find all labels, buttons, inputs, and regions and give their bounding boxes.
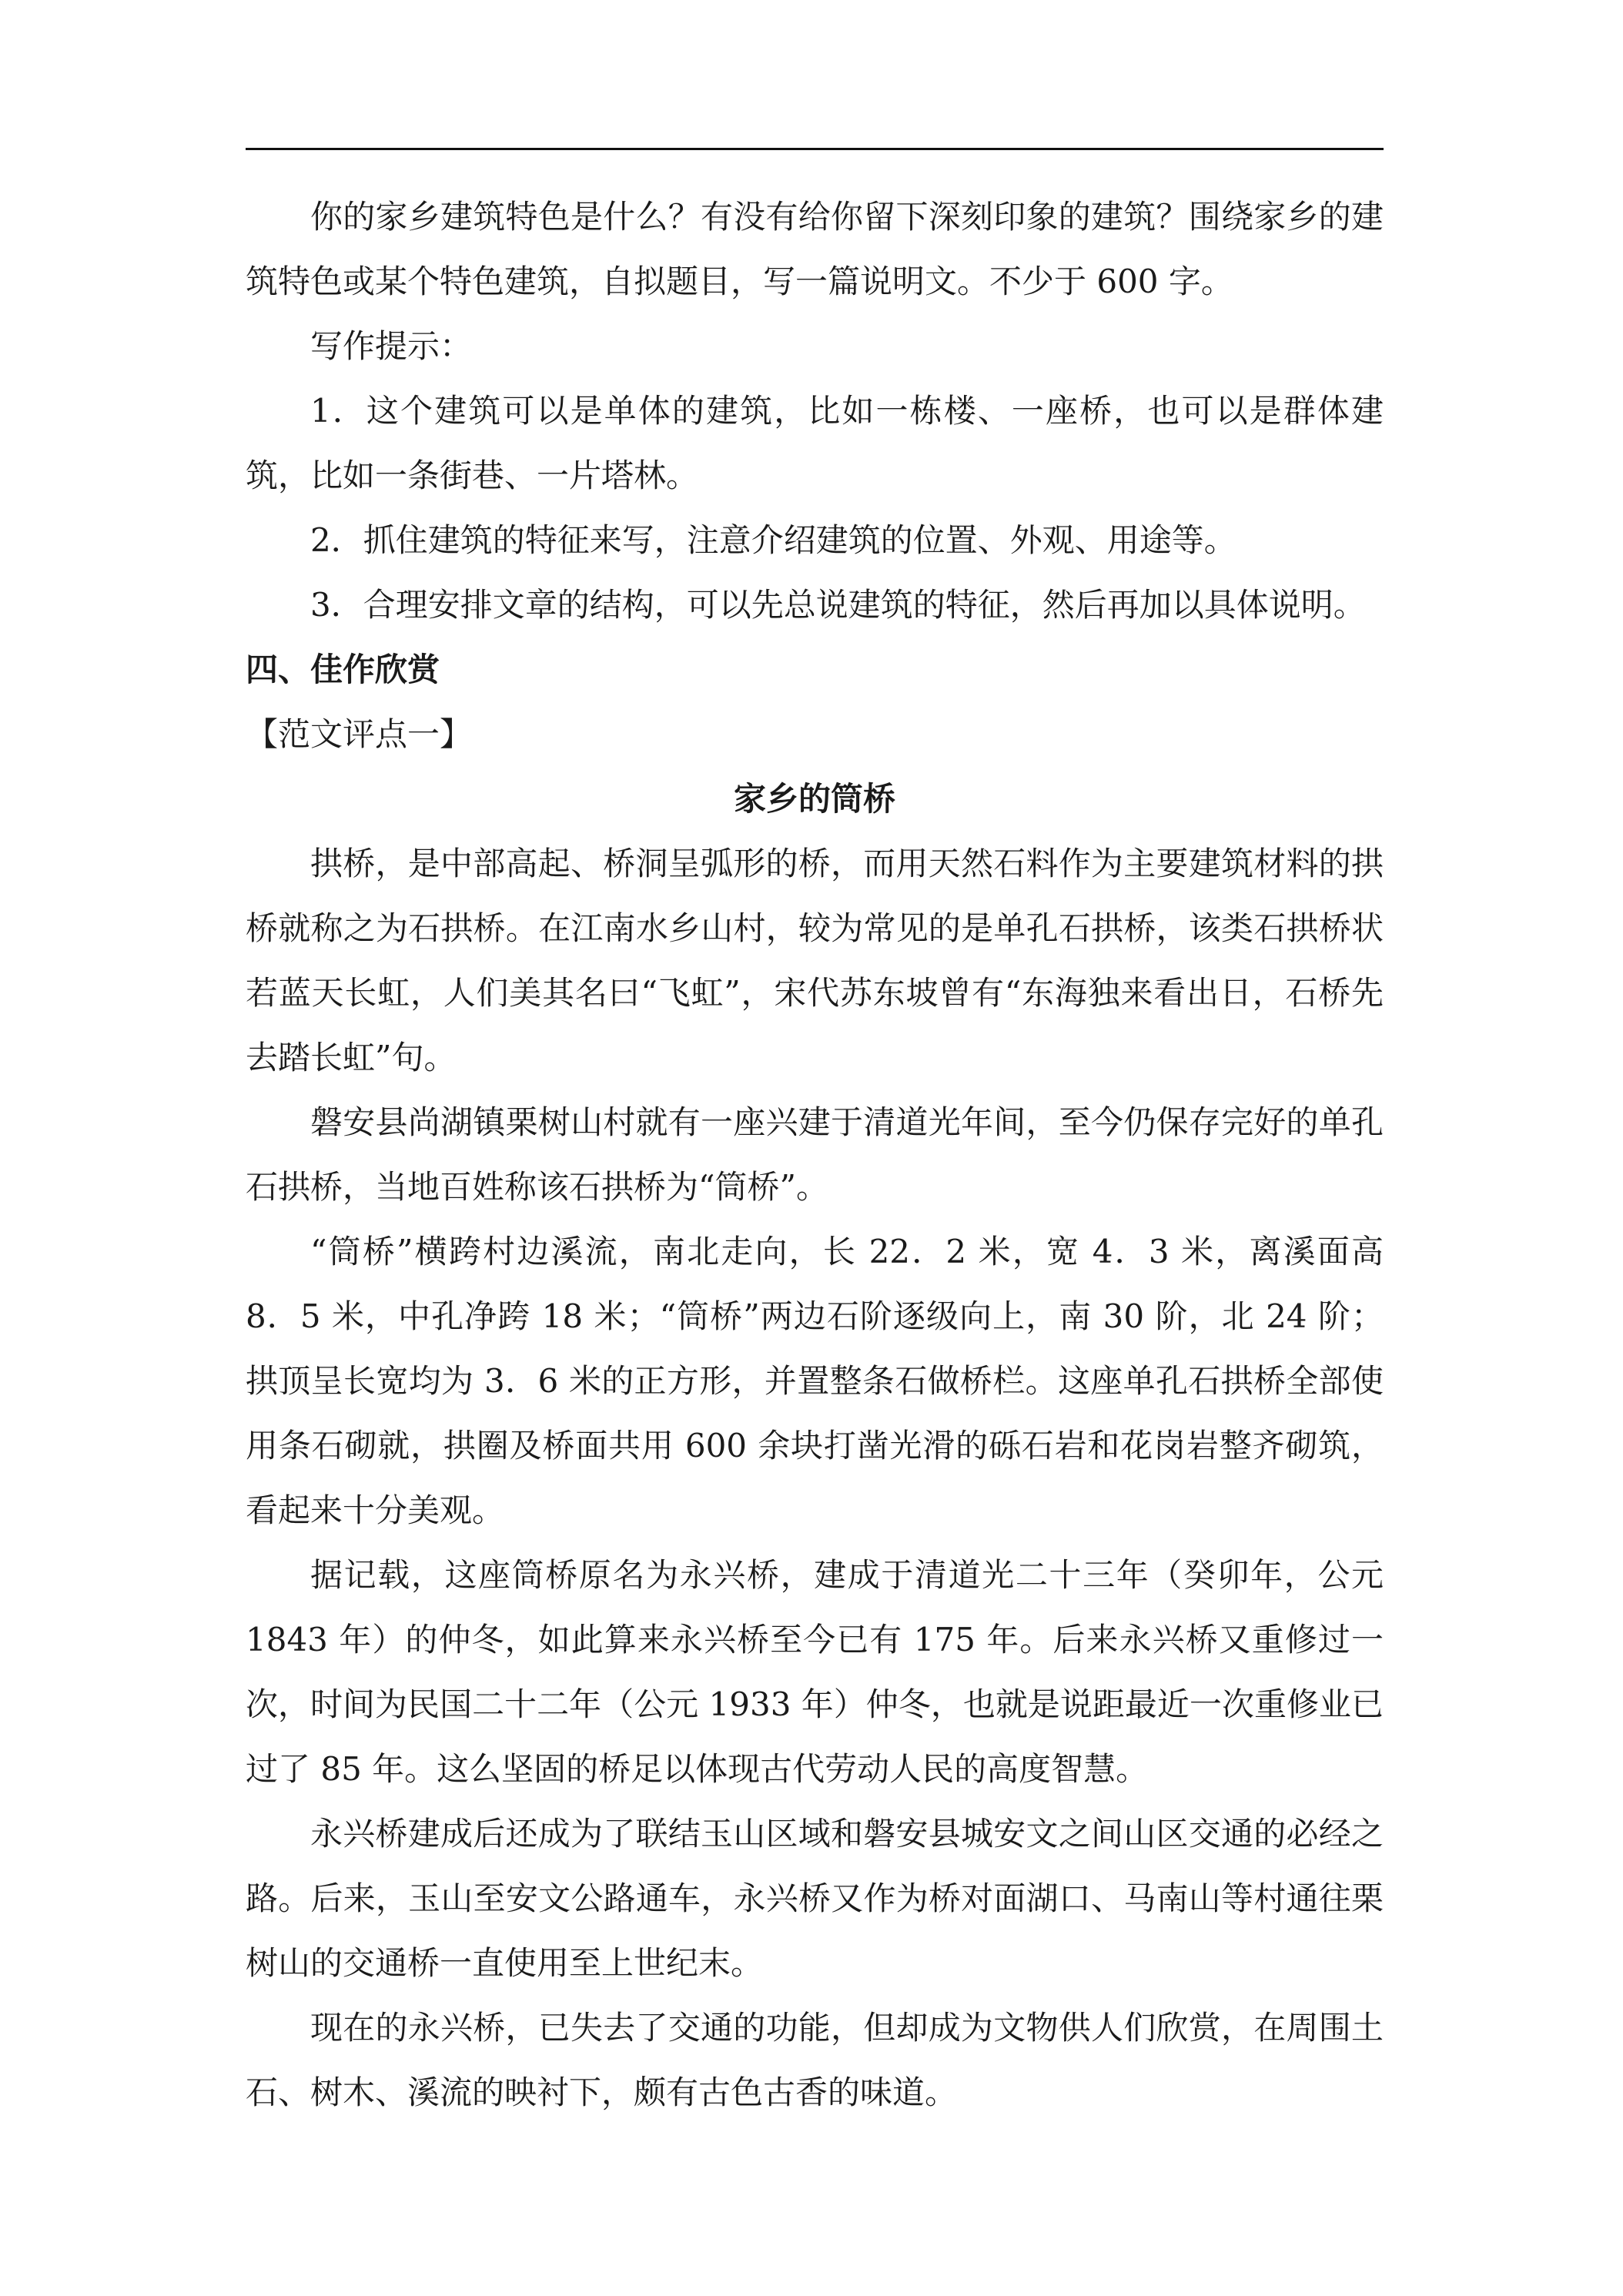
article-paragraph-6: 现在的永兴桥，已失去了交通的功能，但却成为文物供人们欣赏，在周围土石、树木、溪流的映衬下，颇有古色古香的味道。 <box>246 2009 1384 2111</box>
article-paragraph-3: “筒桥”横跨村边溪流，南北走向，长 22．2 米，宽 4．3 米，离溪面高 8．5 米，中孔净跨 18 米；“筒桥”两边石阶逐级向上，南 30 阶，北 24 阶；拱顶呈长宽均为 3．6 米的正方形，并置整条石做桥栏。这座单孔石拱桥全部使用条石砌就，拱圈及桥面共用 600 余块打凿光滑的砾石岩和花岗岩整齐砌筑，看起来十分美观。 <box>246 1233 1384 1529</box>
prompt-paragraph: 你的家乡建筑特色是什么？有没有给你留下深刻印象的建筑？围绕家乡的建筑特色或某个特色建筑，自拟题目，写一篇说明文。不少于 600 字。 <box>246 198 1384 300</box>
article-paragraph-2: 磐安县尚湖镇栗树山村就有一座兴建于清道光年间，至今仍保存完好的单孔石拱桥，当地百姓称该石拱桥为“筒桥”。 <box>246 1103 1384 1206</box>
article-paragraph-4: 据记载，这座筒桥原名为永兴桥，建成于清道光二十三年（癸卯年，公元 1843 年）的仲冬，如此算来永兴桥至今已有 175 年。后来永兴桥又重修过一次，时间为民国二十二年（公元 1933 年）仲冬，也就是说距最近一次重修业已过了 85 年。这么坚固的桥足以体现古代劳动人民的高度智慧。 <box>246 1556 1384 1788</box>
article-title: 家乡的筒桥 <box>733 780 895 818</box>
section-heading: 四、佳作欣赏 <box>246 651 440 688</box>
writing-tip-2: 2．抓住建筑的特征来写，注意介绍建筑的位置、外观、用途等。 <box>310 521 1236 559</box>
document-body <box>246 185 1384 2125</box>
writing-tips-label: 写作提示： <box>310 327 473 365</box>
header-rule <box>246 148 1384 150</box>
writing-tip-3: 3．合理安排文章的结构，可以先总说建筑的特征，然后再加以具体说明。 <box>310 586 1366 624</box>
writing-tip-1: 1．这个建筑可以是单体的建筑，比如一栋楼、一座桥，也可以是群体建筑，比如一条街巷、一片塔林。 <box>246 392 1384 494</box>
article-paragraph-1: 拱桥，是中部高起、桥洞呈弧形的桥，而用天然石料作为主要建筑材料的拱桥就称之为石拱桥。在江南水乡山村，较为常见的是单孔石拱桥，该类石拱桥状若蓝天长虹，人们美其名曰“飞虹”，宋代苏东坡曾有“东海独来看出日，石桥先去踏长虹”句。 <box>246 845 1384 1076</box>
sample-essay-label: 【范文评点一】 <box>246 715 473 753</box>
article-paragraph-5: 永兴桥建成后还成为了联结玉山区域和磐安县城安文之间山区交通的必经之路。后来，玉山至安文公路通车，永兴桥又作为桥对面湖口、马南山等村通往栗树山的交通桥一直使用至上世纪末。 <box>246 1815 1384 1982</box>
